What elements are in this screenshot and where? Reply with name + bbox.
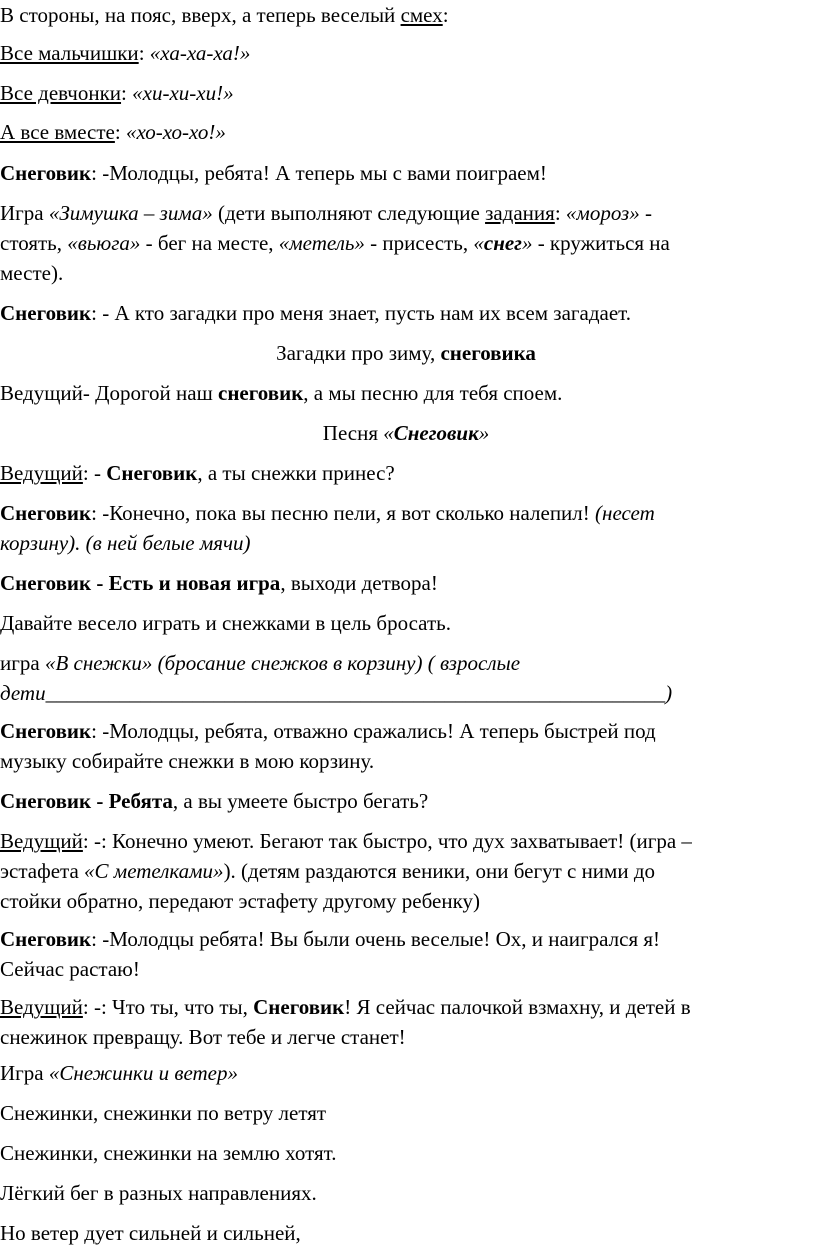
text: : -: Конечно умеют. Бегают так быстро, что дух захватывает! (игра – (82, 829, 692, 853)
italic-text: » (478, 421, 490, 445)
text: В стороны, на пояс, вверх, а теперь веселый (0, 3, 401, 27)
text: Снежинки, снежинки на землю хотят. (0, 1141, 337, 1165)
text: : -: Что ты, что ты, (82, 995, 254, 1019)
bold-text: снеговик (218, 381, 304, 405)
text: (дети выполняют следующие (212, 201, 486, 225)
italic-text: «Снежинки и ветер» (48, 1061, 239, 1085)
text: Сейчас растаю! (0, 957, 140, 981)
text: игра (0, 651, 45, 675)
text: Песня (322, 421, 384, 445)
italic-text: корзину). (в ней белые мячи) (0, 531, 251, 555)
paragraph-snowman-3 (0, 498, 812, 558)
speaker-label: Снеговик (0, 301, 92, 325)
paragraph-host-3 (0, 826, 812, 916)
bold-italic-text: снег (483, 231, 522, 255)
text: эстафета (0, 859, 85, 883)
line (0, 648, 812, 678)
paragraph-snowman-1 (0, 158, 812, 188)
italic-text: (несет (595, 501, 655, 525)
text: - (639, 201, 652, 225)
paragraph-laugh-intro (0, 0, 812, 30)
text: месте). (0, 261, 64, 285)
paragraph-host-1 (0, 378, 812, 408)
paragraph-game-zimushka (0, 198, 812, 288)
role-label: Ведущий (0, 829, 83, 853)
italic-text: «С метелками» (84, 859, 224, 883)
line (0, 498, 812, 528)
text: музыку собирайте снежки в мою корзину. (0, 749, 375, 773)
text: Ведущий- Дорогой наш (0, 381, 219, 405)
line (0, 746, 812, 776)
paragraph-snowman-6 (0, 786, 812, 816)
text: снежинок превращу. Вот тебе и легче станет! (0, 1025, 406, 1049)
text: Но ветер дует сильней и сильней, (0, 1221, 301, 1245)
paragraph-snowman-7 (0, 924, 812, 984)
blank-line-text: ___________________________________________________________) (45, 681, 673, 705)
text: : -Молодцы, ребята! А теперь мы с вами поиграем! (91, 161, 547, 185)
text: ! Я сейчас палочкой взмахну, и детей в (344, 995, 691, 1019)
italic-text: « (383, 421, 394, 445)
italic-text: » (521, 231, 533, 255)
text: : -Конечно, пока вы песню пели, я вот сколько налепил! (91, 501, 596, 525)
text: : - А кто загадки про меня знает, пусть нам их всем загадает. (91, 301, 631, 325)
line (0, 886, 812, 916)
italic-text: дети (0, 681, 46, 705)
paragraph-host-2 (0, 458, 812, 488)
verse-line-4 (0, 1218, 812, 1248)
text: , выходи детвора! (280, 571, 438, 595)
italic-text: «мороз» (565, 201, 640, 225)
italic-text: «метель» (278, 231, 365, 255)
text: : (442, 3, 449, 27)
paragraph-boys (0, 38, 812, 68)
speaker-label: Снеговик (0, 927, 92, 951)
bold-italic-text: Снеговик (393, 421, 479, 445)
underlined-word: задания (485, 201, 555, 225)
bold-text: снеговика (440, 341, 536, 365)
role-label: Все мальчишки (0, 41, 139, 65)
text: , а ты снежки принес? (197, 461, 395, 485)
paragraph-girls (0, 78, 812, 108)
line (0, 528, 812, 558)
line (0, 856, 812, 886)
text: : -Молодцы ребята! Вы были очень веселые! Ох, и наигрался я! (91, 927, 661, 951)
paragraph-snowman-4 (0, 568, 812, 598)
verse-line-3 (0, 1178, 812, 1208)
italic-text: « (473, 231, 484, 255)
line (0, 198, 812, 228)
bold-text: Снеговик (106, 461, 198, 485)
text: : - (82, 461, 107, 485)
text: Давайте весело играть и снежками в цель бросать. (0, 611, 451, 635)
text: : -Молодцы, ребята, отважно сражались! А теперь быстрей под (91, 719, 656, 743)
text: Игра (0, 201, 49, 225)
text: , а вы умеете быстро бегать? (172, 789, 429, 813)
italic-text: «хо-хо-хо!» (125, 120, 226, 144)
speaker-label: Снеговик - Есть и новая игра (0, 571, 281, 595)
line (0, 826, 812, 856)
heading-riddles (0, 338, 812, 368)
text: - бег на месте, (140, 231, 279, 255)
paragraph-host-4 (0, 992, 812, 1052)
italic-text: «В снежки» (бросание снежков в корзину) ( взрослые (44, 651, 521, 675)
underlined-word: смех (400, 3, 443, 27)
paragraph-game-snowballs (0, 648, 812, 708)
text: : (121, 81, 133, 105)
speaker-label: Снеговик - Ребята (0, 789, 173, 813)
text: Снежинки, снежинки по ветру летят (0, 1101, 327, 1125)
text: ). (детям раздаются веники, они бегут с ними до (223, 859, 656, 883)
paragraph-snowman-5 (0, 716, 812, 776)
verse-line-1 (0, 1098, 812, 1128)
role-label: Все девчонки (0, 81, 122, 105)
paragraph-snowman-2 (0, 298, 812, 328)
line (0, 228, 812, 258)
speaker-label: Снеговик (0, 501, 92, 525)
line (0, 678, 812, 708)
line (0, 992, 812, 1022)
text: , а мы песню для тебя споем. (303, 381, 563, 405)
line (0, 258, 812, 288)
role-label: Ведущий (0, 995, 83, 1019)
italic-text: «ха-ха-ха!» (149, 41, 251, 65)
line (0, 716, 812, 746)
role-label: А все вместе (0, 120, 115, 144)
italic-text: «Зимушка – зима» (48, 201, 213, 225)
text: стоять, (0, 231, 68, 255)
text: : (554, 201, 566, 225)
speaker-label: Снеговик (0, 719, 92, 743)
line (0, 924, 812, 954)
text: Загадки про зиму, (276, 341, 441, 365)
paragraph-play (0, 608, 812, 638)
text: Игра (0, 1061, 49, 1085)
verse-line-2 (0, 1138, 812, 1168)
text: - кружиться на (532, 231, 670, 255)
line (0, 1022, 812, 1052)
italic-text: «вьюга» (67, 231, 141, 255)
role-label: Ведущий (0, 461, 83, 485)
line (0, 954, 812, 984)
paragraph-game-snowflakes (0, 1058, 812, 1088)
speaker-label: Снеговик (0, 161, 92, 185)
paragraph-all (0, 117, 812, 147)
text: : (114, 120, 126, 144)
text: : (138, 41, 150, 65)
text: стойки обратно, передают эстафету другому ребенку) (0, 889, 480, 913)
text: Лёгкий бег в разных направлениях. (0, 1181, 317, 1205)
text: - присесть, (364, 231, 474, 255)
heading-song (0, 418, 812, 448)
italic-text: «хи-хи-хи!» (132, 81, 234, 105)
bold-text: Снеговик (253, 995, 345, 1019)
